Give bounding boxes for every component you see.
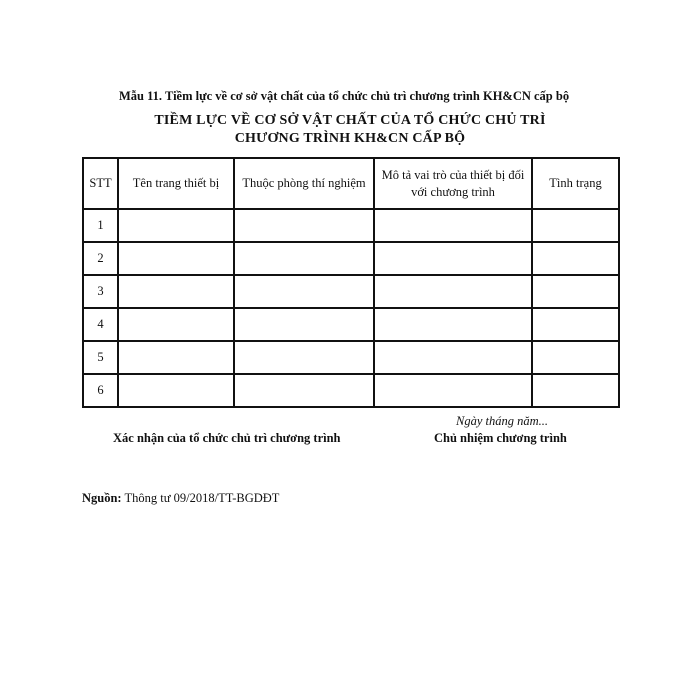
header-stt: STT xyxy=(83,158,118,209)
table-cell-empty xyxy=(532,374,619,407)
table-cell-empty xyxy=(532,308,619,341)
table-cell-empty xyxy=(374,242,532,275)
header-laboratory: Thuộc phòng thí nghiệm xyxy=(234,158,374,209)
table-row xyxy=(83,209,619,242)
date-line: Ngày tháng năm... xyxy=(456,414,549,428)
table-header-row xyxy=(83,158,619,209)
table-cell-empty xyxy=(234,341,374,374)
equipment-table xyxy=(82,157,620,408)
table-cell-empty xyxy=(234,308,374,341)
table-cell-empty xyxy=(234,242,374,275)
table-cell-empty xyxy=(532,341,619,374)
table-row xyxy=(83,242,619,275)
row-number: 5 xyxy=(83,341,118,374)
table-row xyxy=(83,275,619,308)
table-cell-empty xyxy=(118,341,234,374)
table-cell-empty xyxy=(374,308,532,341)
table-cell-empty xyxy=(234,209,374,242)
table-cell-empty xyxy=(532,242,619,275)
source-label: Nguồn: xyxy=(82,491,122,505)
source-text: Thông tư 09/2018/TT-BGDĐT xyxy=(124,491,280,505)
table-cell-empty xyxy=(118,374,234,407)
row-number: 2 xyxy=(83,242,118,275)
form-code-caption: Mẫu 11. Tiềm lực về cơ sở vật chất của tổ chức chủ trì chương trình KH&CN cấp bộ xyxy=(119,89,570,103)
table-cell-empty xyxy=(118,242,234,275)
table-cell-empty xyxy=(532,275,619,308)
row-number: 6 xyxy=(83,374,118,407)
row-number: 3 xyxy=(83,275,118,308)
header-role-description: Mô tả vai trò của thiết bị đối với chương trình xyxy=(374,158,532,209)
table-cell-empty xyxy=(374,275,532,308)
table-cell-empty xyxy=(118,275,234,308)
table-row xyxy=(83,341,619,374)
table-cell-empty xyxy=(118,209,234,242)
table-cell-empty xyxy=(374,209,532,242)
header-equipment-name: Tên trang thiết bị xyxy=(118,158,234,209)
row-number: 4 xyxy=(83,308,118,341)
program-director-label: Chủ nhiệm chương trình xyxy=(434,431,567,445)
table-cell-empty xyxy=(374,341,532,374)
table-cell-empty xyxy=(118,308,234,341)
table-cell-empty xyxy=(234,374,374,407)
table-cell-empty xyxy=(374,374,532,407)
table-cell-empty xyxy=(234,275,374,308)
table-row xyxy=(83,374,619,407)
source-note xyxy=(82,491,279,506)
header-status: Tình trạng xyxy=(532,158,619,209)
organization-confirmation-label: Xác nhận của tổ chức chủ trì chương trình xyxy=(113,431,341,445)
table-cell-empty xyxy=(532,209,619,242)
table-row xyxy=(83,308,619,341)
form-title-line-2: CHƯƠNG TRÌNH KH&CN CẤP BỘ xyxy=(234,131,466,146)
row-number: 1 xyxy=(83,209,118,242)
form-title-line-1: TIỀM LỰC VỀ CƠ SỞ VẬT CHẤT CỦA TỔ CHỨC CHỦ TRÌ xyxy=(154,113,546,128)
